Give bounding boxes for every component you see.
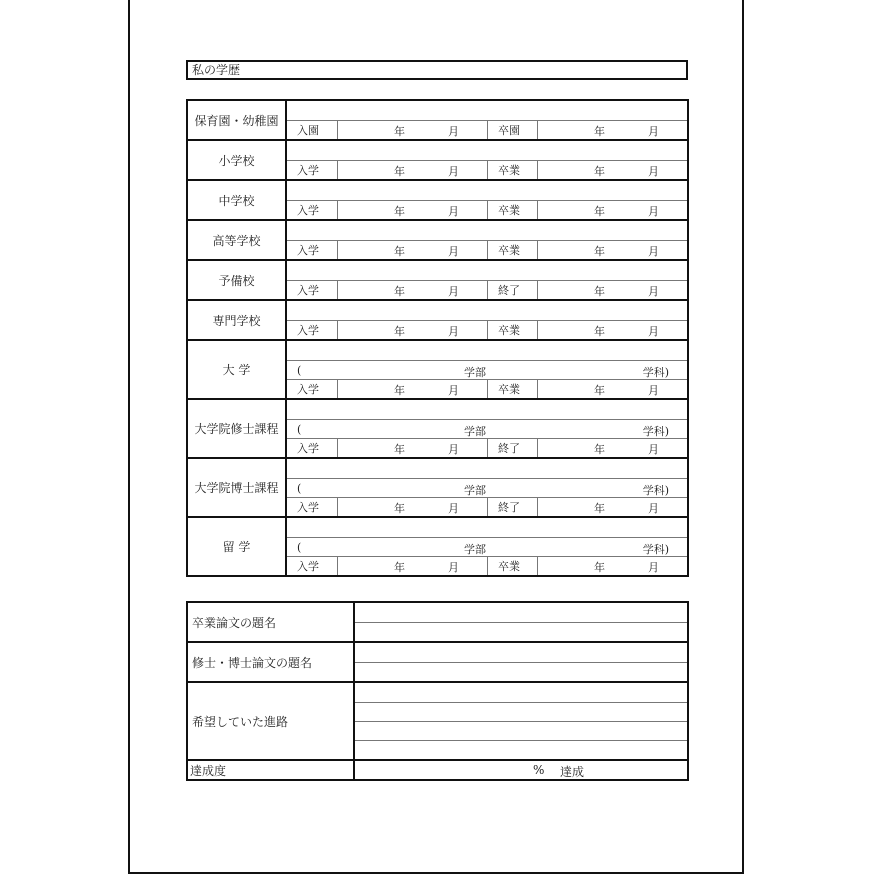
school-detail-line[interactable] xyxy=(287,459,687,478)
thesis-table xyxy=(186,601,689,781)
exit-label: 卒業 xyxy=(487,241,537,259)
school-name: 大学院博士課程 xyxy=(188,459,287,516)
month-label: 月 xyxy=(448,245,459,258)
enter-date-field[interactable] xyxy=(337,498,487,516)
school-row xyxy=(188,101,687,139)
month-label: 月 xyxy=(448,125,459,138)
school-history-table xyxy=(186,99,689,577)
month-label: 月 xyxy=(448,325,459,338)
year-label: 年 xyxy=(394,125,405,138)
month-label: 月 xyxy=(648,165,659,178)
month-label: 月 xyxy=(448,384,459,397)
school-detail-line[interactable] xyxy=(287,141,687,160)
graduation-thesis-line[interactable] xyxy=(355,622,687,641)
enter-label: 入学 xyxy=(297,284,319,297)
graduation-thesis-label: 卒業論文の題名 xyxy=(188,603,355,641)
school-detail-line[interactable] xyxy=(287,181,687,200)
month-label: 月 xyxy=(448,443,459,456)
school-row xyxy=(188,179,687,219)
year-label: 年 xyxy=(594,285,605,298)
school-name: 中学校 xyxy=(188,181,287,219)
faculty-department-line[interactable] xyxy=(287,419,687,438)
school-detail-line[interactable] xyxy=(287,341,687,360)
month-label: 月 xyxy=(648,285,659,298)
month-label: 月 xyxy=(448,165,459,178)
enter-label: 入学 xyxy=(297,383,319,396)
achieved-text: 達成 xyxy=(560,765,585,779)
school-name: 小学校 xyxy=(188,141,287,179)
enter-label: 入学 xyxy=(297,244,319,257)
date-line xyxy=(287,438,687,457)
school-detail-line[interactable] xyxy=(287,400,687,419)
school-name: 保育園・幼稚園 xyxy=(188,101,287,139)
month-label: 月 xyxy=(648,384,659,397)
enter-date-field[interactable] xyxy=(337,439,487,457)
date-line xyxy=(287,379,687,398)
exit-date-field[interactable] xyxy=(537,498,687,516)
month-label: 月 xyxy=(648,125,659,138)
school-row xyxy=(188,139,687,179)
exit-date-field[interactable] xyxy=(537,281,687,299)
year-label: 年 xyxy=(394,325,405,338)
enter-label: 入学 xyxy=(297,560,319,573)
year-label: 年 xyxy=(594,165,605,178)
master-doctor-thesis-row xyxy=(188,641,687,681)
exit-date-field[interactable] xyxy=(537,121,687,139)
exit-date-field[interactable] xyxy=(537,201,687,219)
enter-label: 入学 xyxy=(297,442,319,455)
year-label: 年 xyxy=(594,443,605,456)
enter-label: 入学 xyxy=(297,324,319,337)
department-label: 学科) xyxy=(642,484,669,497)
month-label: 月 xyxy=(648,205,659,218)
school-row xyxy=(188,516,687,575)
exit-date-field[interactable] xyxy=(537,439,687,457)
date-line xyxy=(287,556,687,575)
year-label: 年 xyxy=(394,245,405,258)
school-detail-line[interactable] xyxy=(287,261,687,280)
enter-date-field[interactable] xyxy=(337,321,487,339)
department-label: 学科) xyxy=(642,366,669,379)
enter-date-field[interactable] xyxy=(337,241,487,259)
date-line xyxy=(287,320,687,339)
year-label: 年 xyxy=(394,502,405,515)
year-label: 年 xyxy=(594,325,605,338)
exit-label: 終了 xyxy=(487,498,537,516)
school-name: 予備校 xyxy=(188,261,287,299)
year-label: 年 xyxy=(594,561,605,574)
enter-date-field[interactable] xyxy=(337,557,487,575)
enter-label: 入園 xyxy=(297,124,319,137)
year-label: 年 xyxy=(394,561,405,574)
exit-label: 終了 xyxy=(487,281,537,299)
year-label: 年 xyxy=(394,165,405,178)
date-line xyxy=(287,120,687,139)
desired-path-row xyxy=(188,681,687,759)
exit-label: 卒業 xyxy=(487,161,537,179)
enter-date-field[interactable] xyxy=(337,281,487,299)
school-detail-line[interactable] xyxy=(287,221,687,240)
school-name: 専門学校 xyxy=(188,301,287,339)
month-label: 月 xyxy=(648,502,659,515)
school-detail-line[interactable] xyxy=(287,101,687,120)
school-name: 高等学校 xyxy=(188,221,287,259)
month-label: 月 xyxy=(648,561,659,574)
year-label: 年 xyxy=(394,285,405,298)
month-label: 月 xyxy=(648,443,659,456)
achievement-label: 達成度 xyxy=(188,761,355,779)
faculty-label: 学部 xyxy=(464,366,486,379)
school-name: 大学院修士課程 xyxy=(188,400,287,457)
month-label: 月 xyxy=(448,285,459,298)
enter-label: 入学 xyxy=(297,204,319,217)
date-line xyxy=(287,160,687,179)
school-detail-line[interactable] xyxy=(287,301,687,320)
year-label: 年 xyxy=(394,384,405,397)
faculty-label: 学部 xyxy=(464,543,486,556)
paren-open: ( xyxy=(297,364,302,377)
exit-date-field[interactable] xyxy=(537,380,687,398)
exit-label: 卒園 xyxy=(487,121,537,139)
month-label: 月 xyxy=(448,205,459,218)
enter-date-field[interactable] xyxy=(337,121,487,139)
exit-date-field[interactable] xyxy=(537,557,687,575)
date-line xyxy=(287,497,687,516)
date-line xyxy=(287,280,687,299)
enter-date-field[interactable] xyxy=(337,201,487,219)
faculty-label: 学部 xyxy=(464,425,486,438)
enter-label: 入学 xyxy=(297,501,319,514)
month-label: 月 xyxy=(448,502,459,515)
graduation-thesis-line[interactable] xyxy=(355,603,687,622)
desired-path-line[interactable] xyxy=(355,702,687,721)
enter-label: 入学 xyxy=(297,164,319,177)
school-row xyxy=(188,219,687,259)
month-label: 月 xyxy=(448,561,459,574)
year-label: 年 xyxy=(594,205,605,218)
desired-path-line[interactable] xyxy=(355,683,687,702)
year-label: 年 xyxy=(594,125,605,138)
percent-sign: % xyxy=(533,763,545,777)
exit-label: 卒業 xyxy=(487,201,537,219)
desired-path-line[interactable] xyxy=(355,721,687,740)
desired-path-label: 希望していた進路 xyxy=(188,683,355,759)
enter-date-field[interactable] xyxy=(337,380,487,398)
year-label: 年 xyxy=(394,443,405,456)
exit-label: 卒業 xyxy=(487,557,537,575)
faculty-label: 学部 xyxy=(464,484,486,497)
exit-date-field[interactable] xyxy=(537,161,687,179)
month-label: 月 xyxy=(648,325,659,338)
enter-date-field[interactable] xyxy=(337,161,487,179)
school-row xyxy=(188,299,687,339)
school-detail-line[interactable] xyxy=(287,518,687,537)
desired-path-line[interactable] xyxy=(355,740,687,759)
graduation-thesis-row xyxy=(188,603,687,641)
school-row xyxy=(188,457,687,516)
faculty-department-line[interactable] xyxy=(287,537,687,556)
faculty-department-line[interactable] xyxy=(287,478,687,497)
year-label: 年 xyxy=(594,245,605,258)
achievement-field[interactable] xyxy=(355,761,687,779)
master-doctor-thesis-label: 修士・博士論文の題名 xyxy=(188,643,355,681)
paren-open: ( xyxy=(297,423,302,436)
year-label: 年 xyxy=(594,384,605,397)
date-line xyxy=(287,200,687,219)
exit-label: 卒業 xyxy=(487,321,537,339)
exit-label: 終了 xyxy=(487,439,537,457)
page-title: 私の学歴 xyxy=(186,60,688,80)
exit-date-field[interactable] xyxy=(537,321,687,339)
school-name: 大 学 xyxy=(188,341,287,398)
exit-label: 卒業 xyxy=(487,380,537,398)
school-row xyxy=(188,259,687,299)
department-label: 学科) xyxy=(642,425,669,438)
school-name: 留 学 xyxy=(188,518,287,575)
year-label: 年 xyxy=(594,502,605,515)
school-row xyxy=(188,339,687,398)
year-label: 年 xyxy=(394,205,405,218)
department-label: 学科) xyxy=(642,543,669,556)
master-doctor-thesis-line[interactable] xyxy=(355,643,687,662)
faculty-department-line[interactable] xyxy=(287,360,687,379)
date-line xyxy=(287,240,687,259)
achievement-row xyxy=(188,759,687,779)
exit-date-field[interactable] xyxy=(537,241,687,259)
paren-open: ( xyxy=(297,541,302,554)
month-label: 月 xyxy=(648,245,659,258)
master-doctor-thesis-line[interactable] xyxy=(355,662,687,681)
paren-open: ( xyxy=(297,482,302,495)
school-row xyxy=(188,398,687,457)
